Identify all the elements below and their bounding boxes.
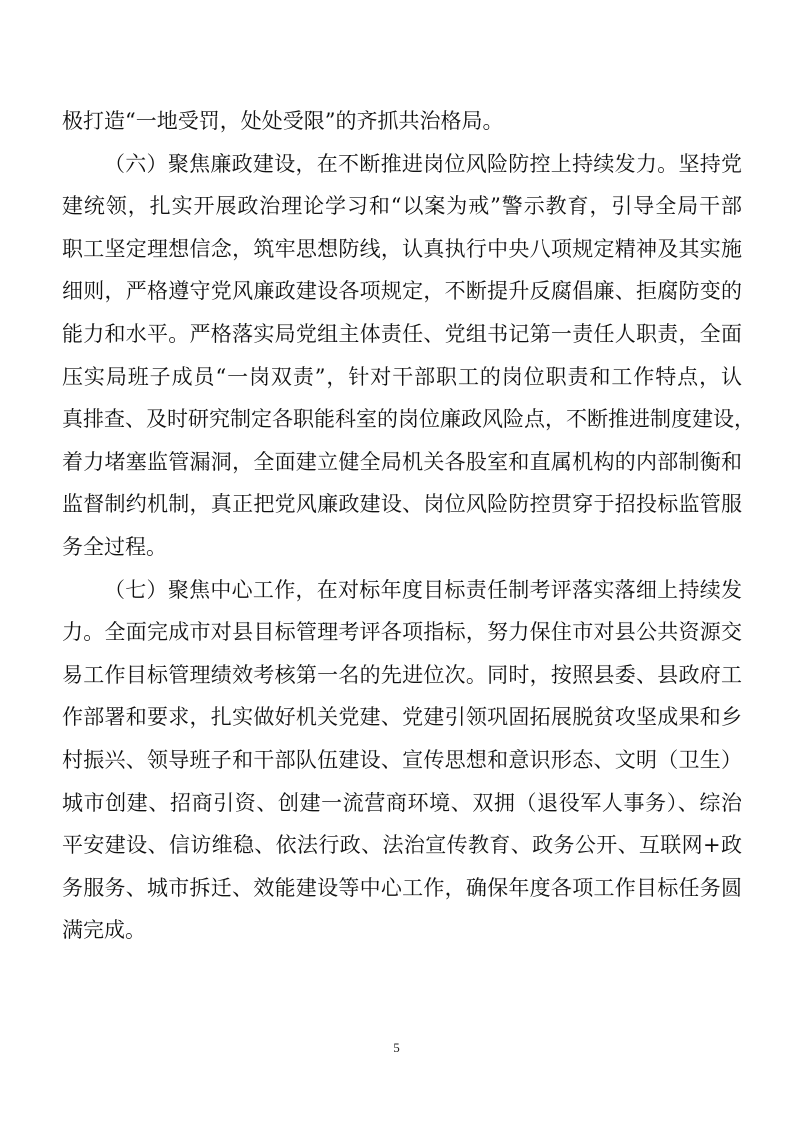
text-line: 建统领，扎实开展政治理论学习和“以案为戒”警示教育，引导全局干部: [62, 194, 742, 219]
text-line: 监督制约机制，真正把党风廉政建设、岗位风险防控贯穿于招投标监管服: [62, 492, 742, 517]
text-line: 真排查、及时研究制定各职能科室的岗位廉政风险点，不断推进制度建设，: [62, 407, 755, 432]
text-line: 平安建设、信访维稳、依法行政、法治宣传教育、政务公开、互联网+政: [62, 833, 742, 858]
body-text: [62, 100, 755, 952]
text-line: 务全过程。: [62, 534, 167, 559]
text-line: 城市创建、招商引资、创建一流营商环境、双拥（退役军人事务）、综治: [62, 790, 742, 815]
text-line: 村振兴、领导班子和干部队伍建设、宣传思想和意识形态、文明（卫生）: [62, 747, 742, 772]
text-line: 满完成。: [62, 918, 146, 943]
text-line: 职工坚定理想信念，筑牢思想防线，认真执行中央八项规定精神及其实施: [62, 236, 742, 261]
text-line: 力。全面完成市对县目标管理考评各项指标，努力保住市对县公共资源交: [62, 620, 742, 645]
page-number: 5: [393, 1040, 400, 1055]
text-line: 作部署和要求，扎实做好机关党建、党建引领巩固拓展脱贫攻坚成果和乡: [62, 705, 742, 730]
text-line: 压实局班子成员“一岗双责”，针对干部职工的岗位职责和工作特点，认: [62, 364, 742, 389]
paragraph-six-heading-line: （六）聚焦廉政建设，在不断推进岗位风险防控上持续发力。坚持党: [104, 151, 742, 176]
paragraph-seven-heading-line: （七）聚焦中心工作，在对标年度目标责任制考评落实落细上持续发: [104, 577, 742, 602]
text-line: 能力和水平。严格落实局党组主体责任、党组书记第一责任人职责，全面: [62, 321, 742, 346]
text-line: 易工作目标管理绩效考核第一名的先进位次。同时，按照县委、县政府工: [62, 662, 742, 687]
text-line: 着力堵塞监管漏洞，全面建立健全局机关各股室和直属机构的内部制衡和: [62, 449, 742, 474]
text-line: 务服务、城市拆迁、效能建设等中心工作，确保年度各项工作目标任务圆: [62, 875, 742, 900]
text-line: 细则，严格遵守党风廉政建设各项规定，不断提升反腐倡廉、拒腐防变的: [62, 279, 742, 304]
text-line: 极打造“一地受罚，处处受限”的齐抓共治格局。: [62, 109, 504, 133]
